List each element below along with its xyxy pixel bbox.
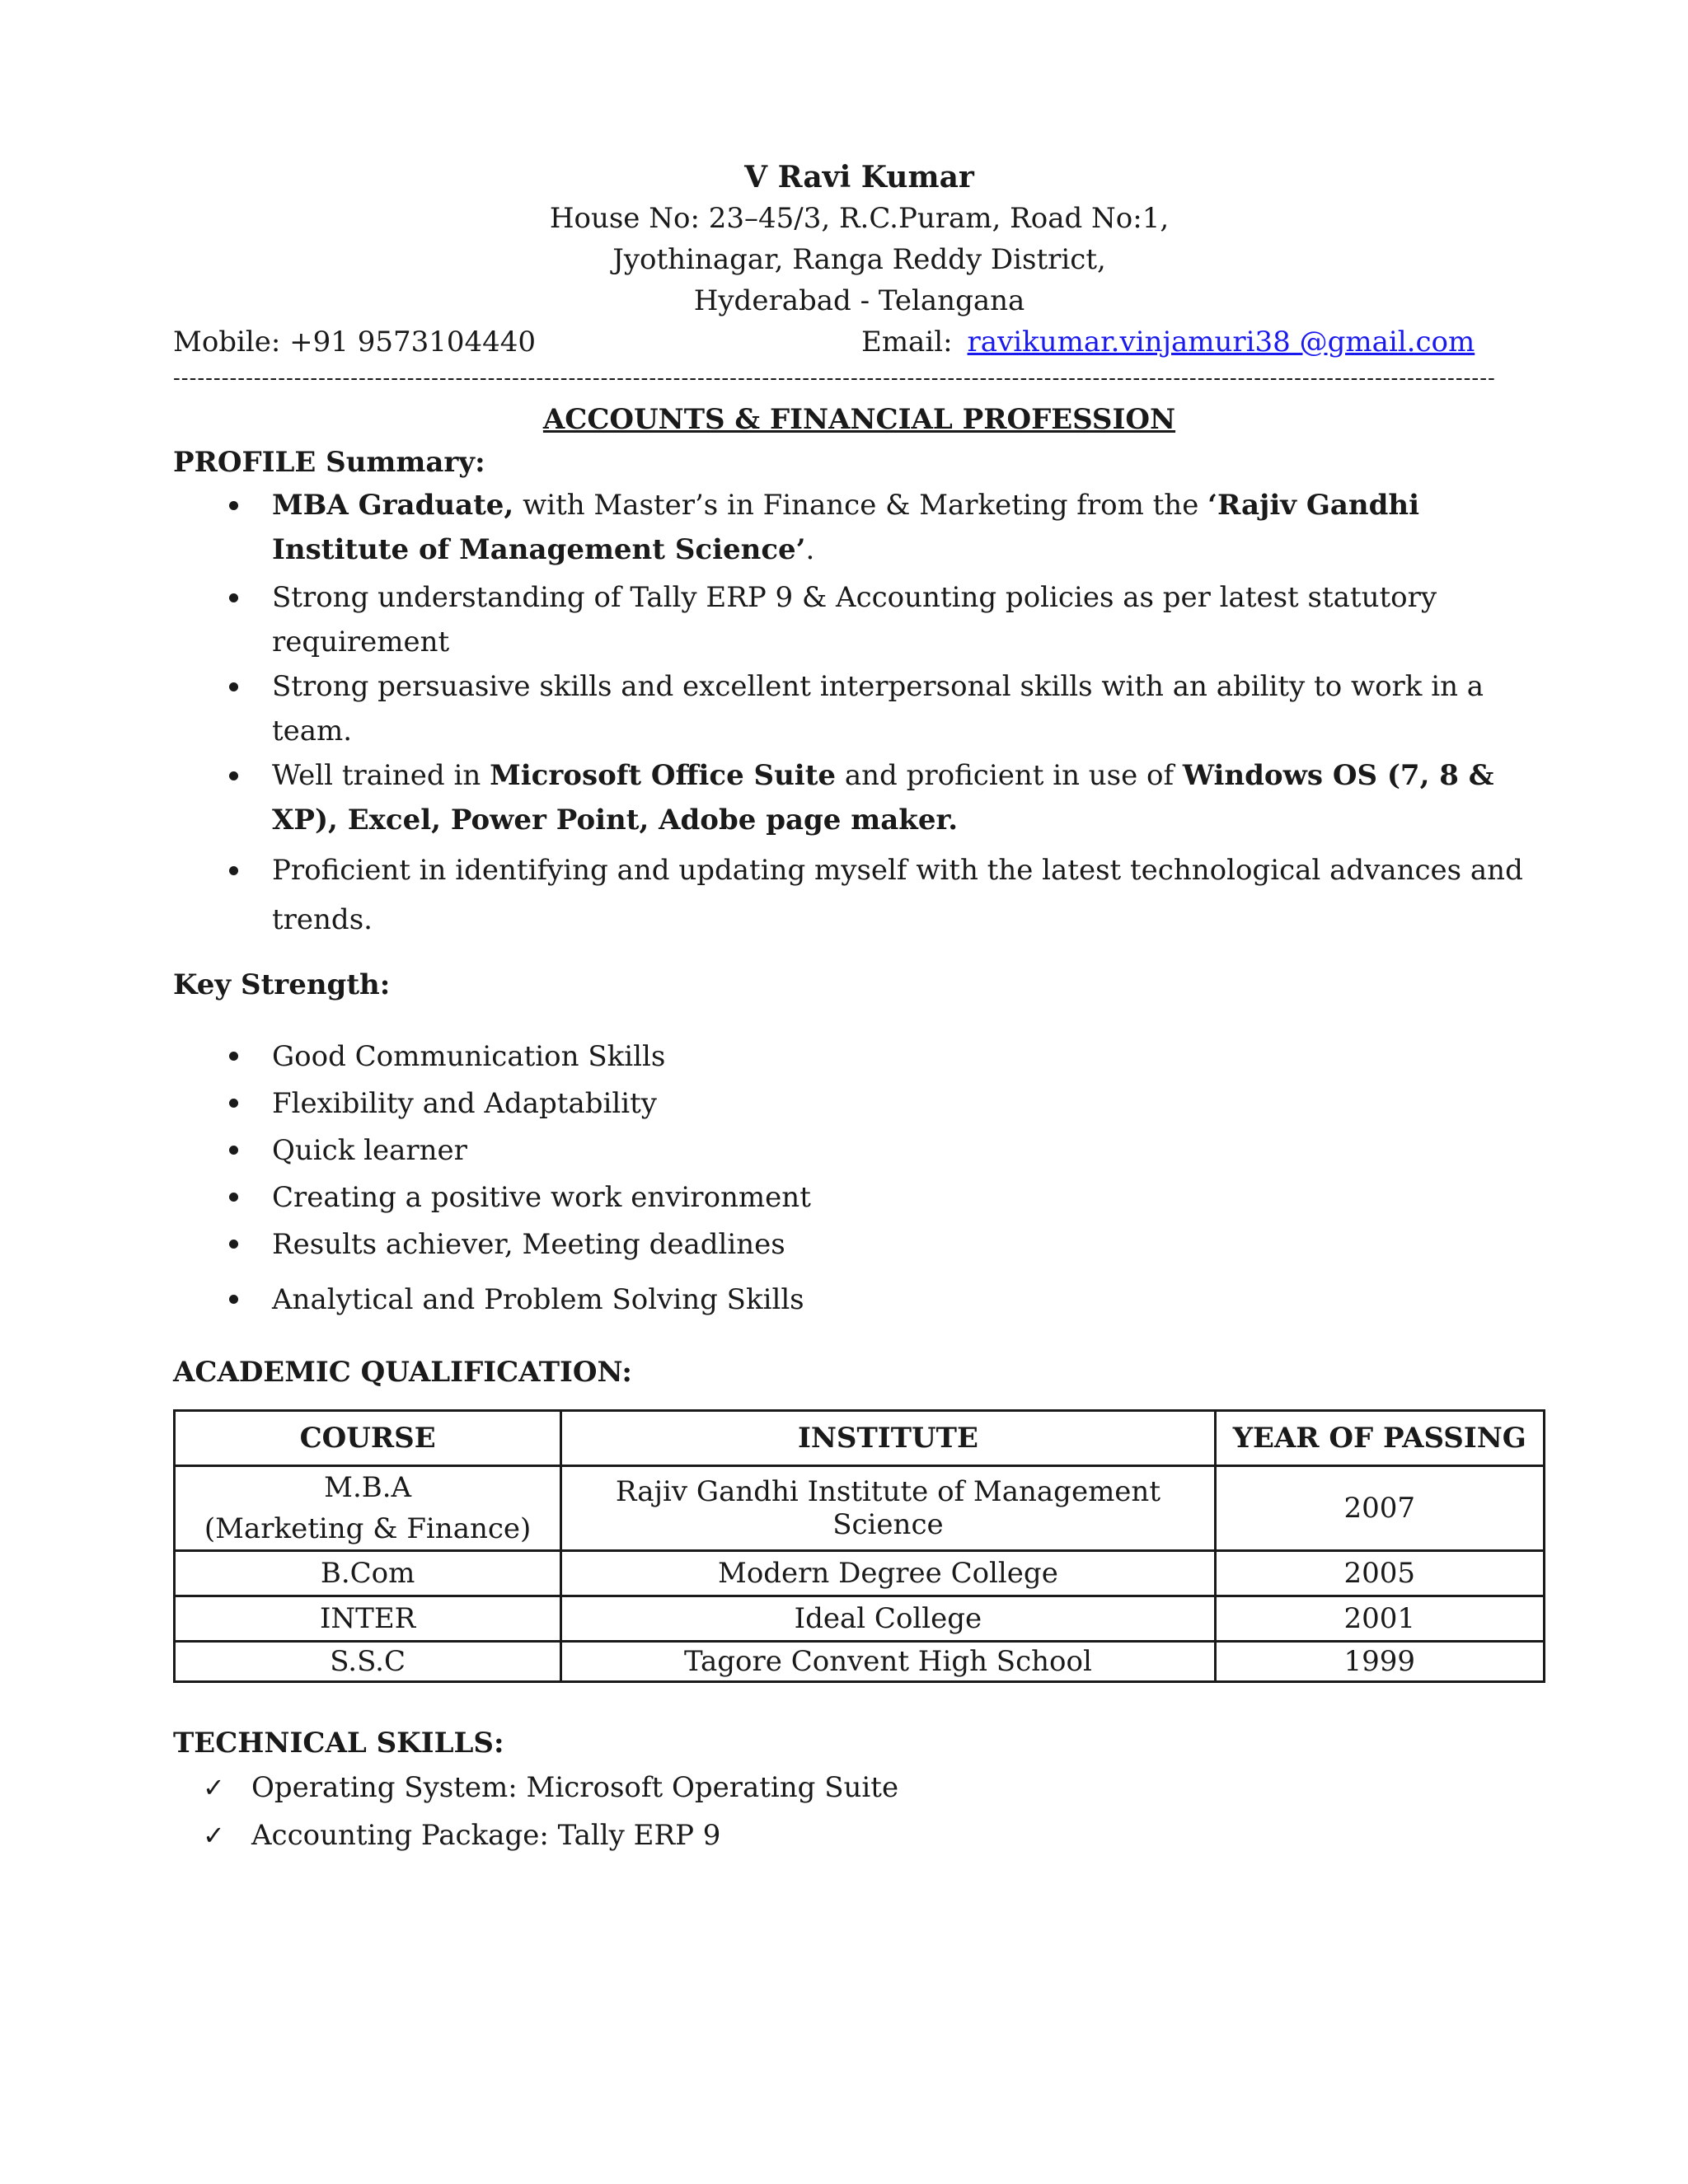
bullet-dot-icon bbox=[229, 866, 238, 875]
list-item bbox=[173, 846, 1545, 944]
strength-text: Flexibility and Adaptability bbox=[272, 1087, 657, 1120]
list-item bbox=[173, 1174, 1545, 1221]
bullet-text: Strong understanding of Tally ERP 9 & Accounting policies as per latest statutory requirement bbox=[272, 581, 1437, 658]
bullet-dot-icon bbox=[229, 1146, 238, 1155]
course-specialization: (Marketing & Finance) bbox=[204, 1512, 532, 1545]
bullet-bold-text: Windows OS (7, 8 & XP), Excel, Power Point, Adobe page maker. bbox=[272, 759, 1494, 837]
bullet-dot-icon bbox=[229, 501, 238, 510]
year-cell: 2007 bbox=[1215, 1466, 1544, 1551]
bullet-dot-icon bbox=[229, 1240, 238, 1249]
table-row bbox=[175, 1642, 1545, 1682]
email-block bbox=[861, 321, 1475, 363]
bullet-dot-icon bbox=[229, 1052, 238, 1061]
table-row bbox=[175, 1466, 1545, 1551]
strength-text: Good Communication Skills bbox=[272, 1040, 666, 1073]
address-line-3: Hyderabad - Telangana bbox=[693, 284, 1025, 317]
technical-skills-list bbox=[173, 1764, 1545, 1859]
candidate-name: V Ravi Kumar bbox=[744, 160, 974, 194]
list-item bbox=[173, 1127, 1545, 1174]
mobile-number: Mobile: +91 9573104440 bbox=[173, 326, 537, 359]
technical-skills-heading: TECHNICAL SKILLS: bbox=[173, 1727, 504, 1760]
academic-table bbox=[173, 1409, 1545, 1683]
skill-text: Operating System: Microsoft Operating Suite bbox=[251, 1771, 899, 1804]
header-divider: -------------------------------------------------------------------------------------------------------------------------------------------------------------------- bbox=[173, 366, 1496, 391]
institute-cell: Modern Degree College bbox=[561, 1551, 1215, 1596]
email-label: Email: bbox=[861, 326, 953, 359]
checkmark-icon: ✓ bbox=[203, 1820, 225, 1851]
list-item bbox=[173, 1811, 1545, 1859]
strength-text: Analytical and Problem Solving Skills bbox=[272, 1283, 804, 1316]
bullet-bold-text: MBA Graduate, bbox=[272, 489, 514, 522]
bullet-text: . bbox=[805, 533, 815, 566]
institute-cell: Tagore Convent High School bbox=[561, 1642, 1215, 1682]
institute-cell: Rajiv Gandhi Institute of Management Science bbox=[561, 1466, 1215, 1551]
bullet-text: and proficient in use of bbox=[836, 759, 1183, 792]
year-cell: 2005 bbox=[1215, 1551, 1544, 1596]
course-cell bbox=[175, 1466, 561, 1551]
strength-text: Results achiever, Meeting deadlines bbox=[272, 1228, 785, 1261]
year-cell: 1999 bbox=[1215, 1642, 1544, 1682]
list-item bbox=[173, 575, 1545, 664]
year-cell: 2001 bbox=[1215, 1596, 1544, 1642]
bullet-dot-icon bbox=[229, 1193, 238, 1202]
strength-text: Creating a positive work environment bbox=[272, 1181, 811, 1214]
list-item bbox=[173, 483, 1545, 572]
list-item bbox=[173, 753, 1545, 842]
bullet-text: Well trained in bbox=[272, 759, 490, 792]
email-link[interactable]: ravikumar.vinjamuri38 @gmail.com bbox=[967, 326, 1475, 359]
course-cell: S.S.C bbox=[175, 1642, 561, 1682]
column-header-institute: INSTITUTE bbox=[561, 1411, 1215, 1466]
bullet-text: with Master’s in Finance & Marketing from the bbox=[513, 489, 1208, 522]
key-strength-heading: Key Strength: bbox=[173, 968, 391, 1001]
contact-row bbox=[173, 321, 1545, 363]
bullet-dot-icon bbox=[229, 771, 238, 780]
table-row bbox=[175, 1596, 1545, 1642]
table-header-row bbox=[175, 1411, 1545, 1466]
institute-cell: Ideal College bbox=[561, 1596, 1215, 1642]
column-header-year: YEAR OF PASSING bbox=[1215, 1411, 1544, 1466]
column-header-course: COURSE bbox=[175, 1411, 561, 1466]
academic-heading: ACADEMIC QUALIFICATION: bbox=[173, 1356, 632, 1389]
checkmark-icon: ✓ bbox=[203, 1772, 225, 1803]
course-name: M.B.A bbox=[324, 1471, 412, 1504]
list-item bbox=[173, 1080, 1545, 1127]
course-cell: B.Com bbox=[175, 1551, 561, 1596]
course-cell: INTER bbox=[175, 1596, 561, 1642]
key-strength-list bbox=[173, 1033, 1545, 1324]
bullet-dot-icon bbox=[229, 682, 238, 691]
institute-name-bold: ‘Rajiv Gandhi Institute of Management Science’ bbox=[272, 489, 1420, 566]
address-line-2: Jyothinagar, Ranga Reddy District, bbox=[612, 243, 1106, 276]
bullet-dot-icon bbox=[229, 593, 238, 602]
bullet-text: Strong persuasive skills and excellent interpersonal skills with an ability to work in a team. bbox=[272, 670, 1484, 748]
list-item bbox=[173, 1277, 1545, 1324]
list-item bbox=[173, 1764, 1545, 1811]
address-line-1: House No: 23–45/3, R.C.Puram, Road No:1, bbox=[549, 202, 1170, 235]
profile-summary-list bbox=[173, 483, 1545, 944]
bullet-dot-icon bbox=[229, 1099, 238, 1108]
skill-text: Accounting Package: Tally ERP 9 bbox=[251, 1819, 721, 1852]
table-row bbox=[175, 1551, 1545, 1596]
list-item bbox=[173, 1221, 1545, 1268]
strength-text: Quick learner bbox=[272, 1134, 467, 1167]
bullet-dot-icon bbox=[229, 1295, 238, 1304]
resume-page bbox=[173, 157, 1545, 1859]
resume-title: ACCOUNTS & FINANCIAL PROFESSION bbox=[542, 403, 1176, 436]
bullet-bold-text: Microsoft Office Suite bbox=[490, 759, 837, 792]
list-item bbox=[173, 1033, 1545, 1080]
list-item bbox=[173, 664, 1545, 753]
bullet-text: Proficient in identifying and updating myself with the latest technological advances and trends. bbox=[272, 854, 1523, 936]
profile-summary-heading: PROFILE Summary: bbox=[173, 446, 485, 479]
